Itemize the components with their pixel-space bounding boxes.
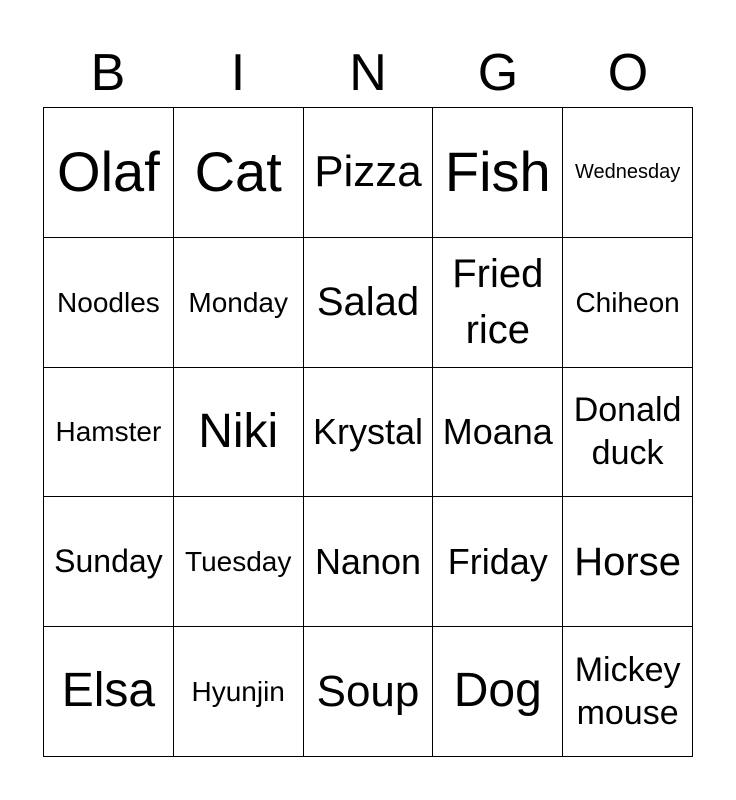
header-letter-b: B xyxy=(90,44,126,102)
bingo-cell[interactable] xyxy=(44,368,174,498)
bingo-cell[interactable] xyxy=(563,238,693,368)
cell-label: Olaf xyxy=(57,140,160,203)
bingo-cell[interactable] xyxy=(174,238,304,368)
bingo-cell[interactable] xyxy=(304,238,434,368)
bingo-cell[interactable] xyxy=(304,368,434,498)
cell-label: Elsa xyxy=(61,664,156,718)
bingo-cell[interactable] xyxy=(563,627,693,757)
cell-label: Nanon xyxy=(314,540,422,582)
bingo-cell[interactable] xyxy=(304,497,434,627)
bingo-cell[interactable] xyxy=(433,238,563,368)
bingo-cell[interactable] xyxy=(433,368,563,498)
cell-label: Wednesday xyxy=(574,160,681,183)
bingo-cell[interactable] xyxy=(563,368,693,498)
bingo-cell[interactable] xyxy=(304,108,434,238)
cell-label: Friday xyxy=(447,540,548,582)
cell-label: Niki xyxy=(198,404,279,458)
bingo-cell[interactable] xyxy=(563,108,693,238)
cell-label: Fried rice xyxy=(452,252,544,353)
cell-label: Horse xyxy=(574,539,681,584)
cell-label: Moana xyxy=(442,411,553,453)
cell-label: Monday xyxy=(188,286,288,318)
bingo-cell[interactable] xyxy=(563,497,693,627)
header-letter-o: O xyxy=(607,44,649,102)
cell-label: Fish xyxy=(444,140,551,203)
bingo-cell[interactable] xyxy=(433,108,563,238)
bingo-cell[interactable] xyxy=(304,627,434,757)
bingo-board xyxy=(43,107,693,757)
cell-label: Chiheon xyxy=(575,286,680,318)
cell-label: Hyunjin xyxy=(191,675,285,707)
cell-label: Tuesday xyxy=(185,546,292,578)
cell-label: Donald duck xyxy=(573,391,682,472)
bingo-cell[interactable] xyxy=(174,497,304,627)
cell-label: Salad xyxy=(316,280,420,325)
bingo-cell[interactable] xyxy=(44,108,174,238)
bingo-cell[interactable] xyxy=(174,627,304,757)
bingo-cell[interactable] xyxy=(44,497,174,627)
cell-label: Cat xyxy=(194,140,282,203)
bingo-cell[interactable] xyxy=(44,238,174,368)
cell-label: Noodles xyxy=(57,286,160,318)
bingo-cell[interactable] xyxy=(44,627,174,757)
header-letter-i: I xyxy=(230,44,246,102)
cell-label: Hamster xyxy=(55,416,162,448)
cell-label: Mickey mouse xyxy=(574,651,681,732)
cell-label: Sunday xyxy=(54,542,163,579)
bingo-cell[interactable] xyxy=(433,627,563,757)
bingo-header xyxy=(43,38,693,108)
header-letter-n: N xyxy=(349,44,387,102)
bingo-cell[interactable] xyxy=(174,368,304,498)
bingo-cell[interactable] xyxy=(174,108,304,238)
header-letter-g: G xyxy=(477,44,519,102)
cell-label: Pizza xyxy=(314,147,422,197)
cell-label: Krystal xyxy=(312,411,423,453)
bingo-cell[interactable] xyxy=(433,497,563,627)
cell-label: Dog xyxy=(453,664,542,718)
cell-label: Soup xyxy=(316,666,420,716)
